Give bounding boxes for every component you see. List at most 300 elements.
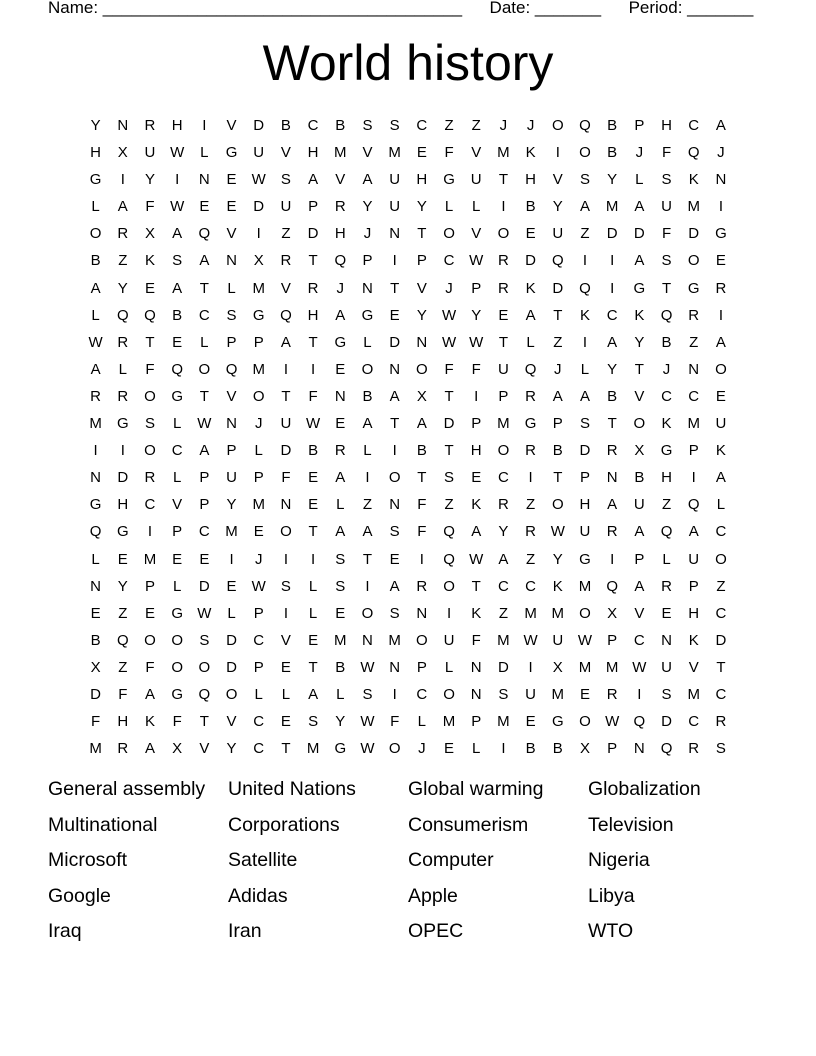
grid-letter: T: [308, 658, 318, 676]
grid-letter: A: [144, 685, 155, 703]
grid-letter: M: [687, 198, 700, 216]
grid-letter: U: [389, 171, 401, 189]
word-bank-item: Adidas: [228, 884, 288, 907]
grid-letter: L: [716, 496, 726, 514]
grid-letter: W: [469, 333, 484, 351]
grid-letter: J: [254, 550, 263, 568]
grid-letter: J: [526, 117, 535, 134]
grid-letter: J: [418, 740, 426, 758]
grid-letter: W: [360, 713, 375, 731]
grid-letter: Q: [633, 713, 646, 731]
grid-letter: Q: [116, 306, 129, 324]
word-bank-item: Libya: [588, 884, 635, 907]
word-search-grid: [82, 112, 735, 762]
grid-letter: L: [172, 415, 182, 433]
word-bank-item: Consumerism: [408, 813, 529, 836]
grid-letter: O: [252, 387, 265, 405]
word-bank-item: Nigeria: [588, 849, 650, 872]
grid-letter: P: [607, 740, 618, 758]
grid-letter: E: [335, 360, 346, 378]
grid-letter: I: [229, 550, 234, 568]
grid-letter: I: [120, 171, 125, 189]
grid-letter: S: [308, 713, 319, 731]
grid-letter: X: [144, 225, 155, 243]
grid-letter: I: [474, 387, 479, 405]
grid-letter: W: [197, 604, 212, 622]
grid-letter: U: [280, 415, 292, 433]
grid-letter: E: [280, 658, 291, 676]
grid-letter: R: [525, 442, 537, 460]
grid-letter: L: [444, 198, 454, 216]
grid-letter: E: [199, 550, 210, 568]
word-bank: [48, 778, 768, 956]
grid-letter: K: [579, 306, 590, 324]
grid-letter: T: [444, 442, 454, 460]
grid-letter: O: [551, 496, 564, 514]
grid-letter: P: [634, 550, 645, 568]
grid-letter: V: [471, 144, 482, 162]
grid-letter: R: [307, 279, 319, 297]
grid-letter: D: [253, 117, 265, 134]
grid-letter: A: [552, 387, 563, 405]
grid-letter: S: [389, 117, 400, 134]
grid-letter: Q: [171, 360, 183, 378]
grid-letter: S: [199, 631, 210, 649]
grid-letter: O: [388, 469, 401, 487]
grid-letter: Q: [89, 523, 102, 541]
grid-letter: F: [444, 144, 454, 162]
grid-letter: G: [551, 713, 564, 731]
grid-letter: I: [283, 550, 288, 568]
grid-letter: K: [471, 496, 482, 514]
grid-letter: Y: [117, 577, 128, 595]
grid-letter: L: [363, 442, 372, 460]
grid-letter: B: [335, 117, 346, 134]
grid-letter: Z: [362, 496, 373, 514]
grid-letter: S: [661, 685, 672, 703]
grid-letter: L: [308, 577, 318, 595]
grid-letter: V: [471, 225, 482, 243]
grid-letter: A: [498, 550, 509, 568]
grid-letter: X: [90, 658, 101, 676]
grid-letter: K: [715, 442, 726, 460]
grid-letter: I: [283, 604, 288, 622]
grid-letter: Q: [198, 225, 211, 243]
grid-letter: O: [443, 685, 455, 703]
grid-letter: A: [362, 171, 373, 189]
grid-letter: B: [172, 306, 183, 324]
grid-letter: A: [688, 523, 699, 541]
grid-letter: B: [335, 658, 346, 676]
grid-letter: B: [280, 117, 291, 134]
grid-letter: U: [579, 523, 591, 541]
grid-letter: C: [715, 685, 727, 703]
grid-letter: S: [335, 577, 346, 595]
grid-letter: Q: [443, 523, 455, 541]
grid-letter: P: [416, 252, 427, 270]
header-fields: [48, 0, 753, 18]
grid-letter: W: [88, 333, 103, 351]
grid-letter: C: [198, 523, 210, 541]
grid-letter: A: [144, 740, 155, 758]
word-bank-item: WTO: [588, 920, 634, 943]
grid-letter: D: [307, 225, 319, 243]
grid-letter: M: [551, 685, 565, 703]
grid-letter: H: [307, 144, 319, 162]
grid-letter: Y: [498, 523, 509, 541]
grid-letter: R: [688, 306, 700, 324]
grid-letter: L: [91, 198, 100, 216]
grid-letter: O: [443, 225, 455, 243]
grid-letter: S: [389, 604, 400, 622]
grid-letter: N: [389, 360, 401, 378]
grid-letter: I: [256, 225, 261, 243]
grid-letter: D: [117, 469, 129, 487]
grid-letter: G: [252, 306, 265, 324]
grid-letter: Y: [335, 713, 346, 731]
grid-letter: I: [718, 198, 723, 216]
grid-letter: B: [607, 117, 618, 134]
grid-letter: R: [525, 387, 537, 405]
grid-letter: L: [118, 360, 127, 378]
grid-letter: L: [200, 144, 209, 162]
grid-letter: I: [120, 442, 125, 460]
grid-letter: O: [633, 415, 646, 433]
grid-letter: E: [525, 225, 536, 243]
grid-letter: M: [143, 550, 157, 568]
grid-letter: D: [226, 631, 237, 649]
grid-letter: Q: [606, 577, 618, 595]
grid-letter: A: [362, 523, 373, 541]
grid-letter: V: [199, 740, 210, 758]
period-field-label: Period: _______: [628, 0, 754, 17]
grid-letter: P: [634, 117, 645, 134]
grid-letter: D: [579, 442, 591, 460]
grid-letter: K: [634, 306, 645, 324]
grid-letter: Z: [580, 225, 590, 243]
grid-letter: H: [334, 225, 346, 243]
grid-letter: I: [637, 685, 642, 703]
grid-letter: N: [661, 631, 672, 649]
grid-letter: F: [145, 360, 155, 378]
grid-letter: O: [280, 523, 292, 541]
grid-letter: A: [308, 685, 319, 703]
grid-letter: C: [416, 117, 428, 134]
grid-letter: B: [661, 333, 672, 351]
grid-letter: V: [634, 387, 645, 405]
grid-letter: M: [605, 198, 619, 216]
grid-letter: A: [634, 577, 645, 595]
grid-letter: M: [687, 685, 700, 703]
grid-letter: A: [172, 279, 183, 297]
grid-letter: Z: [444, 496, 454, 514]
grid-letter: C: [253, 713, 265, 731]
grid-letter: I: [283, 360, 288, 378]
grid-letter: P: [498, 387, 509, 405]
grid-letter: O: [416, 631, 428, 649]
grid-letter: W: [550, 523, 565, 541]
grid-letter: B: [607, 144, 618, 162]
grid-letter: M: [388, 144, 401, 162]
grid-letter: E: [280, 713, 291, 731]
grid-letter: T: [281, 387, 291, 405]
grid-letter: C: [253, 740, 265, 758]
grid-letter: W: [441, 333, 457, 351]
grid-letter: F: [444, 360, 454, 378]
grid-letter: O: [443, 577, 455, 595]
grid-letter: E: [172, 550, 183, 568]
grid-letter: R: [525, 523, 537, 541]
grid-letter: E: [715, 387, 726, 405]
word-bank-item: General assembly: [48, 778, 206, 800]
grid-letter: D: [715, 631, 727, 649]
grid-letter: S: [661, 171, 672, 189]
grid-letter: M: [252, 279, 265, 297]
grid-letter: E: [498, 306, 509, 324]
grid-letter: O: [171, 631, 183, 649]
grid-letter: M: [578, 577, 592, 595]
grid-letter: E: [444, 740, 455, 758]
grid-letter: E: [308, 631, 319, 649]
grid-letter: N: [389, 496, 401, 514]
grid-letter: E: [471, 469, 482, 487]
grid-letter: W: [360, 658, 375, 676]
grid-letter: D: [198, 577, 210, 595]
grid-letter: T: [199, 713, 209, 731]
grid-letter: Y: [552, 198, 563, 216]
word-bank-item: Apple: [408, 884, 458, 907]
grid-letter: A: [607, 333, 618, 351]
grid-letter: F: [281, 469, 291, 487]
grid-letter: T: [308, 252, 318, 270]
grid-letter: Q: [687, 144, 700, 162]
grid-letter: L: [200, 333, 209, 351]
grid-letter: O: [171, 658, 183, 676]
grid-letter: M: [89, 740, 102, 758]
grid-letter: S: [172, 252, 183, 270]
grid-letter: O: [715, 360, 727, 378]
grid-letter: P: [471, 279, 482, 297]
grid-letter: U: [497, 360, 509, 378]
grid-letter: F: [91, 713, 101, 731]
grid-letter: J: [554, 360, 562, 378]
grid-letter: W: [170, 144, 185, 162]
grid-letter: S: [661, 252, 672, 270]
grid-letter: M: [605, 658, 619, 676]
grid-letter: G: [225, 144, 238, 162]
grid-letter: I: [691, 469, 696, 487]
grid-letter: N: [226, 415, 237, 433]
grid-letter: C: [688, 713, 700, 731]
page-title: World history: [262, 35, 554, 91]
grid-letter: V: [226, 713, 237, 731]
grid-letter: R: [144, 117, 156, 134]
grid-letter: P: [471, 415, 482, 433]
grid-letter: J: [717, 144, 725, 162]
grid-letter: R: [606, 685, 618, 703]
grid-letter: C: [688, 117, 700, 134]
grid-letter: F: [417, 523, 427, 541]
grid-letter: O: [225, 685, 238, 703]
grid-letter: Z: [118, 604, 128, 622]
grid-letter: Y: [607, 360, 618, 378]
grid-letter: W: [170, 198, 185, 216]
grid-letter: S: [335, 550, 346, 568]
grid-letter: L: [91, 306, 100, 324]
grid-letter: A: [634, 198, 645, 216]
grid-letter: Q: [116, 631, 129, 649]
word-bank-item: Multinational: [48, 813, 158, 836]
grid-letter: R: [144, 469, 156, 487]
grid-letter: G: [524, 415, 537, 433]
grid-letter: E: [661, 604, 672, 622]
grid-letter: A: [607, 496, 618, 514]
grid-letter: D: [525, 252, 537, 270]
grid-letter: A: [172, 225, 183, 243]
grid-letter: H: [307, 306, 319, 324]
grid-letter: G: [171, 387, 183, 405]
grid-letter: B: [552, 442, 563, 460]
grid-letter: B: [362, 387, 373, 405]
grid-letter: Q: [144, 306, 156, 324]
grid-letter: Y: [416, 198, 427, 216]
grid-letter: E: [308, 469, 319, 487]
grid-letter: P: [253, 469, 264, 487]
grid-letter: S: [362, 685, 373, 703]
grid-letter: G: [89, 496, 102, 514]
grid-letter: P: [362, 252, 373, 270]
grid-letter: V: [172, 496, 183, 514]
grid-letter: W: [632, 658, 647, 676]
grid-letter: O: [551, 117, 564, 134]
grid-letter: Y: [607, 171, 618, 189]
grid-letter: S: [579, 171, 590, 189]
grid-letter: N: [715, 171, 727, 189]
grid-letter: Z: [281, 225, 291, 243]
grid-letter: A: [117, 198, 128, 216]
grid-letter: I: [555, 144, 560, 162]
grid-letter: G: [334, 740, 347, 758]
grid-letter: P: [688, 577, 699, 595]
grid-letter: L: [227, 604, 236, 622]
word-bank-item: Television: [588, 813, 674, 836]
grid-letter: F: [390, 713, 400, 731]
grid-letter: K: [552, 577, 563, 595]
word-bank-item: Global warming: [408, 778, 544, 800]
grid-letter: Q: [579, 117, 591, 134]
grid-letter: C: [525, 577, 537, 595]
grid-letter: I: [175, 171, 180, 189]
grid-letter: A: [715, 117, 726, 134]
grid-letter: E: [226, 198, 237, 216]
grid-letter: U: [470, 171, 482, 189]
grid-letter: L: [172, 469, 182, 487]
grid-letter: R: [90, 387, 102, 405]
word-bank-item: OPEC: [408, 920, 464, 943]
grid-letter: A: [416, 415, 427, 433]
grid-letter: L: [472, 740, 481, 758]
grid-letter: S: [579, 415, 590, 433]
grid-letter: C: [144, 496, 156, 514]
grid-letter: Y: [90, 117, 101, 134]
grid-letter: H: [525, 171, 537, 189]
grid-letter: U: [443, 631, 455, 649]
grid-letter: Z: [661, 496, 672, 514]
grid-letter: A: [308, 171, 319, 189]
grid-letter: M: [388, 631, 401, 649]
grid-letter: X: [172, 740, 183, 758]
grid-letter: E: [335, 604, 346, 622]
word-bank-item: Google: [48, 884, 111, 907]
grid-letter: N: [416, 604, 428, 622]
grid-letter: D: [633, 225, 645, 243]
grid-letter: W: [577, 631, 593, 649]
grid-letter: L: [172, 577, 182, 595]
grid-letter: R: [334, 442, 346, 460]
grid-letter: H: [90, 144, 102, 162]
grid-letter: V: [362, 144, 373, 162]
grid-letter: T: [417, 469, 427, 487]
grid-letter: L: [417, 713, 427, 731]
grid-letter: R: [688, 740, 700, 758]
grid-letter: A: [579, 387, 590, 405]
grid-letter: B: [416, 442, 427, 460]
grid-letter: H: [416, 171, 428, 189]
grid-letter: A: [335, 306, 346, 324]
grid-letter: C: [497, 469, 509, 487]
grid-letter: Z: [553, 333, 563, 351]
grid-letter: I: [392, 685, 397, 703]
grid-letter: P: [199, 469, 210, 487]
grid-letter: B: [525, 740, 536, 758]
grid-letter: K: [471, 604, 482, 622]
grid-letter: M: [252, 360, 265, 378]
grid-letter: Y: [226, 496, 237, 514]
grid-letter: Q: [660, 740, 673, 758]
grid-letter: P: [226, 442, 237, 460]
grid-letter: Y: [416, 306, 427, 324]
grid-letter: C: [715, 523, 727, 541]
grid-letter: M: [334, 144, 347, 162]
grid-letter: L: [472, 198, 481, 216]
grid-letter: A: [90, 360, 101, 378]
grid-letter: M: [497, 415, 510, 433]
grid-letter: F: [661, 144, 672, 162]
grid-letter: P: [607, 631, 618, 649]
grid-letter: G: [443, 171, 455, 189]
grid-letter: A: [525, 306, 536, 324]
grid-letter: O: [89, 225, 102, 243]
grid-letter: Q: [579, 279, 591, 297]
grid-letter: N: [362, 279, 373, 297]
grid-letter: U: [661, 658, 672, 676]
grid-letter: R: [416, 577, 428, 595]
grid-letter: N: [688, 360, 700, 378]
grid-letter: V: [280, 144, 291, 162]
grid-letter: P: [226, 333, 237, 351]
grid-letter: E: [389, 306, 400, 324]
grid-letter: M: [524, 604, 537, 622]
grid-letter: I: [718, 306, 723, 324]
grid-letter: M: [334, 631, 347, 649]
grid-letter: R: [497, 252, 509, 270]
grid-letter: M: [497, 144, 510, 162]
grid-letter: O: [579, 604, 591, 622]
grid-letter: N: [606, 469, 618, 487]
grid-letter: O: [497, 225, 510, 243]
grid-letter: Q: [334, 252, 347, 270]
grid-letter: C: [688, 387, 700, 405]
